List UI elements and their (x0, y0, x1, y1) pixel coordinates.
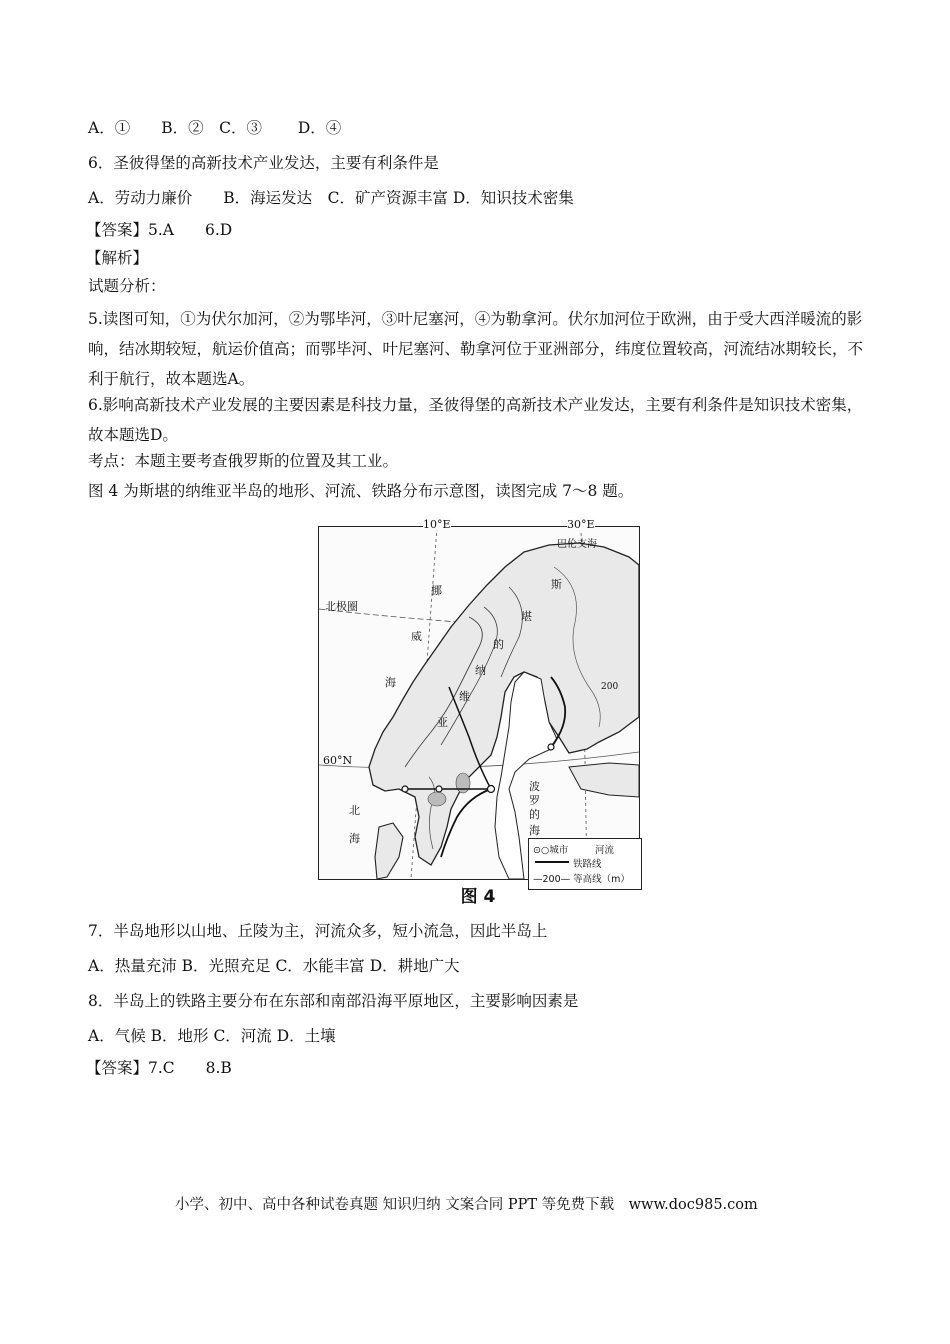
map-norwegian-sea-1: 挪 (431, 584, 442, 597)
map-north-sea-2: 海 (349, 832, 360, 845)
analysis-intro: 试题分析： (88, 277, 166, 295)
q6-options: A．劳动力廉价 B．海运发达 C．矿产资源丰富 D．知识技术密集 (88, 189, 574, 207)
q8-options: A．气候 B．地形 C．河流 D．土壤 (88, 1027, 336, 1045)
map-contour-label: 200 (601, 682, 619, 692)
map-lon-10: 10°E (423, 518, 451, 531)
scandinavia-map-figure (313, 516, 643, 906)
analysis-heading: 【解析】 (86, 249, 149, 267)
legend-rail: 铁路线 (573, 859, 602, 870)
answer-5-6: 【答案】5.A 6.D (86, 221, 233, 239)
answer-7-8: 【答案】7.C 8.B (86, 1059, 232, 1077)
map-scandinavia-4: 纳 (475, 664, 486, 677)
map-baltic-sea-2: 罗 (529, 794, 540, 807)
map-caption: 图 4 (460, 887, 496, 907)
map-frame (318, 518, 640, 885)
map-norwegian-sea-2: 威 (411, 630, 422, 643)
legend-rail-symbol (535, 859, 569, 865)
figure-intro: 图 4 为斯堪的纳维亚半岛的地形、河流、铁路分布示意图，读图完成 7～8 题。 (88, 482, 634, 500)
q6-question: 6．圣彼得堡的高新技术产业发达，主要有利条件是 (88, 154, 439, 172)
map-norwegian-sea-3: 海 (385, 676, 396, 689)
legend-contour: —200— 等高线（m） (533, 874, 630, 885)
map-scandinavia-6: 亚 (437, 716, 448, 729)
q7-question: 7．半岛地形以山地、丘陵为主，河流众多，短小流急，因此半岛上 (88, 922, 548, 940)
map-north-sea-1: 北 (349, 804, 360, 817)
map-baltic-sea-3: 的 (529, 808, 540, 821)
q8-question: 8．半岛上的铁路主要分布在东部和南部沿海平原地区，主要影响因素是 (88, 992, 579, 1010)
map-arctic-circle: 北极圈 (325, 600, 358, 613)
map-barents-sea: 巴伦支海 (557, 539, 597, 550)
map-lon-30: 30°E (567, 518, 595, 531)
legend-city: ⊙○城市 (533, 845, 569, 856)
map-baltic-sea-4: 海 (529, 824, 540, 837)
kaodian: 考点：本题主要考查俄罗斯的位置及其工业。 (88, 452, 399, 470)
map-baltic-sea-1: 波 (529, 780, 540, 793)
explanation-6: 6.影响高新技术产业发展的主要因素是科技力量，圣彼得堡的高新技术产业发达，主要有利条件是知识技术密集，故本题选D。 (88, 396, 863, 444)
page-footer: 小学、初中、高中各种试卷真题 知识归纳 文案合同 PPT 等免费下载 www.doc985.com (175, 1197, 758, 1213)
map-scandinavia-5: 维 (459, 690, 470, 703)
map-lat-60: 60°N (323, 754, 353, 767)
legend-river: 河流 (595, 845, 615, 856)
q5-options: A．① B．② C．③ D．④ (88, 119, 342, 137)
map-scandinavia-2: 堪 (521, 610, 532, 623)
map-scandinavia-1: 斯 (551, 578, 562, 591)
explanation-5: 5.读图可知，①为伏尔加河，②为鄂毕河，③叶尼塞河，④为勒拿河。伏尔加河位于欧洲，由于受大西洋暖流的影响，结冰期较短，航运价值高；而鄂毕河、叶尼塞河、勒拿河位于亚洲部分，纬度位置较高，河流结冰期较长，不利于航行，故本题选A。 (88, 310, 864, 388)
map-drawing (319, 527, 639, 879)
map-scandinavia-3: 的 (493, 638, 504, 651)
q7-options: A．热量充沛 B．光照充足 C．水能丰富 D．耕地广大 (88, 957, 460, 975)
